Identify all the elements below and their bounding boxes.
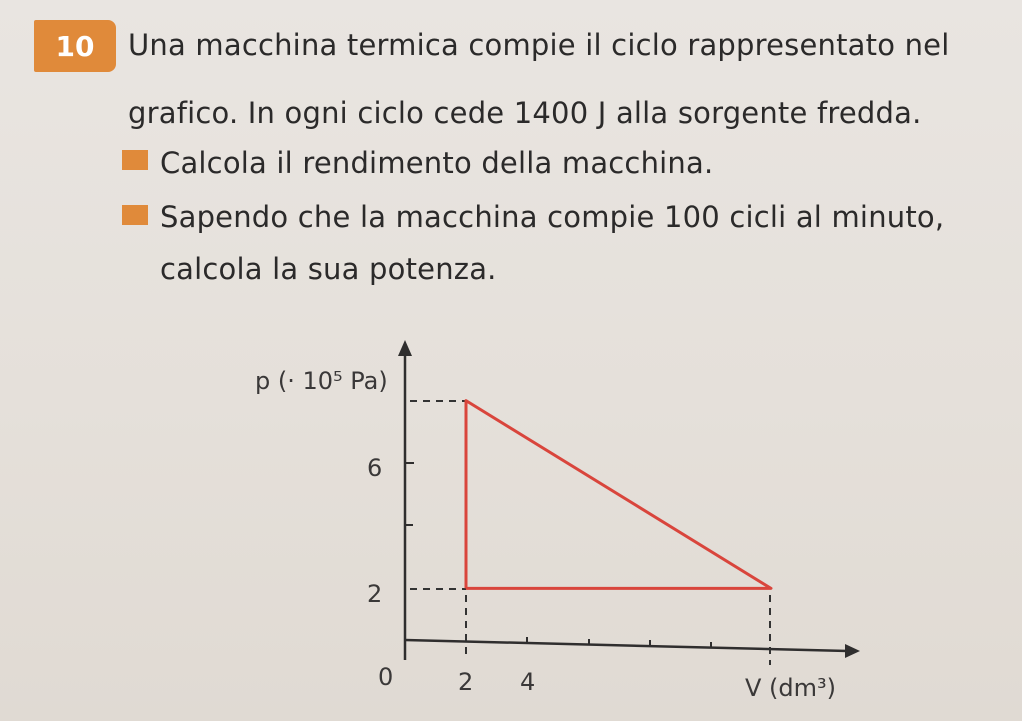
x-tick-label-2: 2: [458, 668, 474, 696]
cycle-series-line: [466, 401, 771, 589]
statement-line-2: grafico. In ogni ciclo cede 1400 J alla sorgente fredda.: [128, 96, 922, 130]
y-axis-label: p (· 10⁵ Pa): [255, 367, 388, 395]
x-tick-label-4: 4: [520, 668, 536, 696]
task-1-text: Calcola il rendimento della macchina.: [160, 146, 714, 180]
x-axis: [405, 640, 848, 651]
x-axis-label: V (dm³): [745, 674, 837, 702]
y-tick-label-2: 2: [367, 580, 383, 608]
task-2-line-1: Sapendo che la macchina compie 100 cicli al minuto,: [160, 200, 945, 234]
x-axis-arrow: [845, 644, 860, 658]
exercise-number-badge: 10: [34, 20, 116, 72]
statement-line-1: Una macchina termica compie il ciclo rappresentato nel: [128, 28, 950, 62]
y-axis-arrow: [398, 340, 412, 356]
y-tick-label-6: 6: [367, 454, 383, 482]
task-2-line-2: calcola la sua potenza.: [160, 252, 497, 286]
x-tick-label-0: 0: [378, 663, 394, 691]
